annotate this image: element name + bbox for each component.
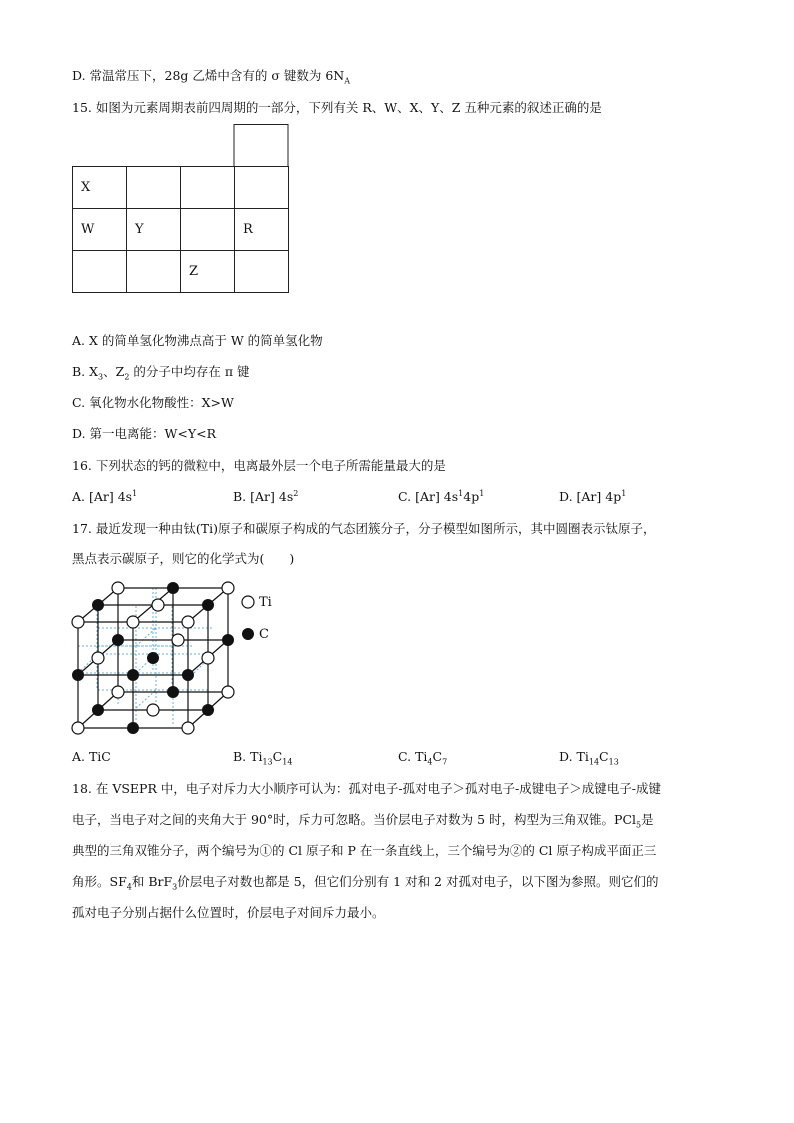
q16-stem: 16. 下列状态的钙的微粒中，电离最外层一个电子所需能量最大的是 [72,458,446,473]
cell-x: X [81,180,91,195]
q18-line3: 典型的三角双锥分子，两个编号为①的 Cl 原子和 P 在一条直线上，三个编号为②的 Cl 原子构成平面正三 [72,843,657,858]
q16-option-d: D. [Ar] $4p^1$ [559,488,627,504]
q18-line5: 孤对电子分别占据什么位置时，价层电子对间斥力最小。 [72,905,385,920]
q15-option-d: D. 第一电离能：W<Y<R [72,426,216,441]
q17-stem-line2: 黑点表示碳原子，则它的化学式为( ) [72,551,295,566]
q17-option-a: A. TiC [72,749,111,764]
legend-ti: Ti [259,595,272,610]
q15-stem: 15. 如图为元素周期表前四周期的一部分，下列有关 R、W、X、Y、Z 五种元素的叙述正确的是 [72,100,602,115]
ti-c-cluster-model [68,578,288,740]
q15-option-a: A. X 的简单氢化物沸点高于 W 的简单氢化物 [72,333,323,348]
q18-line4: 角形。$SF_4$和 BrF$_3$价层电子对数也都是 5，但它们分别有 1 对和 2 对孤对电子，以下图为参照。则它们的 [72,874,659,892]
q17-option-c: C. $Ti_4C_7$ [398,749,448,767]
legend-c: C [259,627,269,642]
q16-option-a: A. [Ar] $4s^1$ [72,488,138,504]
q15-option-b: B. $X_3$、$Z_2$ 的分子中均存在 π 键 [72,364,250,382]
q17-option-b: B. $Ti_{13}C_{14}$ [233,749,293,767]
cell-w: W [81,222,95,237]
ti-legend-icon [242,596,254,608]
q18-line2: 电子，当电子对之间的夹角大于 90°时，斥力可忽略。当价层电子对数为 5 时，构型为三角双锥。PCl$_5$是 [72,812,654,830]
q16-option-b: B. [Ar] $4s^2$ [233,488,299,504]
q16-option-c: C. [Ar] $4s^14p^1$ [398,488,485,504]
periodic-table-fragment [72,124,292,294]
cell-y: Y [135,222,144,237]
q14-option-d: D. 常温常压下，28g 乙烯中含有的 σ 键数为 $6N_A$ [72,68,351,86]
c-legend-icon [242,628,254,640]
q18-line1: 18. 在 VSEPR 中，电子对斥力大小顺序可认为：孤对电子-孤对电子＞孤对电子-成键电子＞成键电子-成键 [72,781,662,796]
q17-stem-line1: 17. 最近发现一种由钛(Ti)原子和碳原子构成的气态团簇分子，分子模型如图所示，其中圆圈表示钛原子， [72,521,656,536]
q15-option-c: C. 氧化物水化物酸性：X>W [72,395,234,410]
cell-r: R [243,222,253,237]
cell-z: Z [189,264,199,279]
q17-option-d: D. $Ti_{14}C_{13}$ [559,749,619,767]
